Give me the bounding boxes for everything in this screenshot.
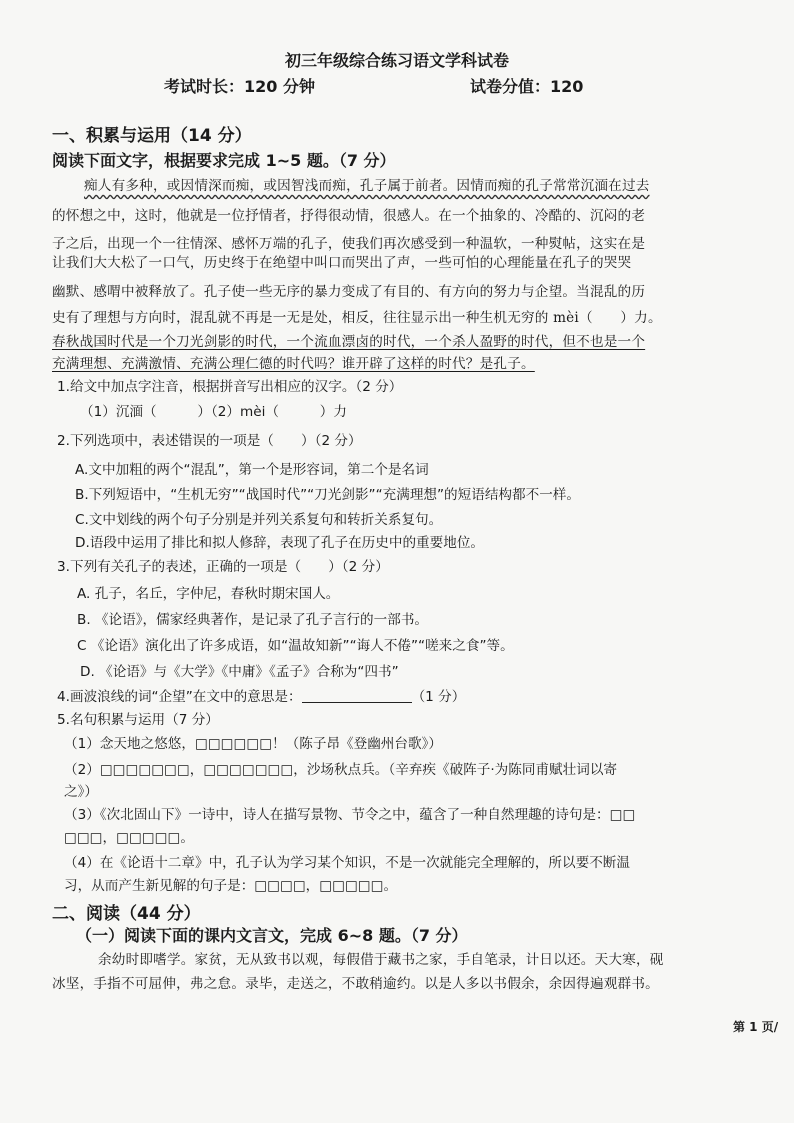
passage-line: 史有了理想与方向时，混乱就不再是一无是处，相反，往往显示出一种生机无穷的 mèi（ ）力。 bbox=[52, 310, 662, 326]
answer-blank bbox=[302, 702, 412, 703]
exam-title: 初三年级综合练习语文学科试卷 bbox=[284, 51, 509, 70]
question-2-option: A.文中加粗的两个“混乱”，第一个是形容词，第二个是名词 bbox=[75, 462, 429, 478]
question-2-option: B.下列短语中，“生机无穷”“战国时代”“刀光剑影”“充满理想”的短语结构都不一样。 bbox=[75, 487, 580, 503]
question-2: 2.下列选项中，表述错误的一项是（ ）（2 分） bbox=[57, 433, 362, 449]
question-1-items: （1）沉湎（ ）（2）mèi（ ）力 bbox=[80, 404, 347, 420]
passage-line: 冰坚，手指不可屈伸，弗之怠。录毕，走送之，不敢稍逾约。以是人多以书假余，余因得遍观群书。 bbox=[52, 976, 659, 992]
passage-line: 春秋战国时代是一个刀光剑影的时代，一个流血漂卤的时代，一个杀人盈野的时代，但不也是一个 bbox=[52, 334, 646, 350]
passage-line: 幽默、感喟中被释放了。孔子使一些无序的暴力变成了有目的、有方向的努力与企望。当混乱的历 bbox=[52, 284, 646, 300]
question-3: 3.下列有关孔子的表述，正确的一项是（ ）（2 分） bbox=[57, 559, 389, 575]
question-5: 5.名句积累与运用（7 分） bbox=[57, 712, 219, 728]
passage-line: 余幼时即嗜学。家贫，无从致书以观，每假借于藏书之家，手自笔录，计日以还。天大寒，砚 bbox=[98, 952, 664, 968]
page-number: 第 1 页/ bbox=[733, 1020, 779, 1034]
passage-line: 的怀想之中，这时，他就是一位抒情者，抒得很动情，很感人。在一个抽象的、冷酷的、沉闷的老 bbox=[52, 208, 646, 224]
question-5-item: （3）《次北固山下》一诗中，诗人在描写景物、节令之中，蕴含了一种自然理趣的诗句是：□□ bbox=[64, 807, 636, 823]
question-2-option: C.文中划线的两个句子分别是并列关系复句和转折关系复句。 bbox=[75, 512, 443, 528]
question-4 bbox=[57, 685, 465, 705]
question-3-option: B. 《论语》，儒家经典著作，是记录了孔子言行的一部书。 bbox=[77, 612, 429, 628]
question-3-option: A. 孔子，名丘，字仲尼，春秋时期宋国人。 bbox=[77, 586, 340, 602]
question-4-text: 4.画波浪线的词“企望”在文中的意思是： bbox=[57, 689, 302, 705]
passage-line: 充满理想、充满激情、充满公理仁德的时代吗？谁开辟了这样的时代？是孔子。 bbox=[52, 356, 535, 372]
question-5-item: （2）□□□□□□□，□□□□□□□，沙场秋点兵。（辛弃疾《破阵子·为陈同甫赋壮词以寄 bbox=[64, 762, 618, 778]
question-2-option: D.语段中运用了排比和拟人修辞，表现了孔子在历史中的重要地位。 bbox=[75, 535, 485, 551]
question-5-item: □□□，□□□□□。 bbox=[64, 830, 194, 846]
section-heading-2: 二、阅读（44 分） bbox=[52, 904, 201, 924]
question-1: 1.给文中加点字注音，根据拼音写出相应的汉字。（2 分） bbox=[57, 379, 403, 395]
section-heading-1: 一、积累与运用（14 分） bbox=[52, 126, 252, 146]
question-5-item: （1）念天地之悠悠，□□□□□□！（陈子昂《登幽州台歌》） bbox=[64, 736, 442, 752]
section-intro-1: 阅读下面文字，根据要求完成 1~5 题。（7 分） bbox=[52, 151, 396, 170]
exam-score: 试卷分值：120 bbox=[470, 77, 584, 96]
passage-line: 痴人有多种，或因情深而痴，或因智浅而痴，孔子属于前者。因情而痴的孔子常常沉湎在过去 bbox=[84, 178, 650, 194]
question-5-item: （4）在《论语十二章》中，孔子认为学习某个知识，不是一次就能完全理解的，所以要不断温 bbox=[64, 855, 630, 871]
question-3-option: C 《论语》演化出了许多成语，如“温故知新”“诲人不倦”“嗟来之食”等。 bbox=[77, 638, 514, 654]
section-intro-2: （一）阅读下面的课内文言文，完成 6~8 题。（7 分） bbox=[76, 926, 468, 945]
question-4-points: （1 分） bbox=[411, 689, 466, 705]
passage-line: 让我们大大松了一口气，历史终于在绝望中叫口而哭出了声，一些可怕的心理能量在孔子的哭哭 bbox=[52, 255, 632, 271]
question-5-item: 习，从而产生新见解的句子是：□□□□，□□□□□。 bbox=[64, 878, 398, 894]
passage-line: 子之后，出现一个一往情深、感怀万端的孔子，使我们再次感受到一种温软，一种熨帖，这实在是 bbox=[52, 236, 646, 252]
exam-duration: 考试时长：120 分钟 bbox=[164, 77, 315, 96]
question-5-item: 之》） bbox=[64, 784, 98, 800]
question-3-option: D. 《论语》与《大学》《中庸》《孟子》合称为“四书” bbox=[80, 664, 399, 680]
